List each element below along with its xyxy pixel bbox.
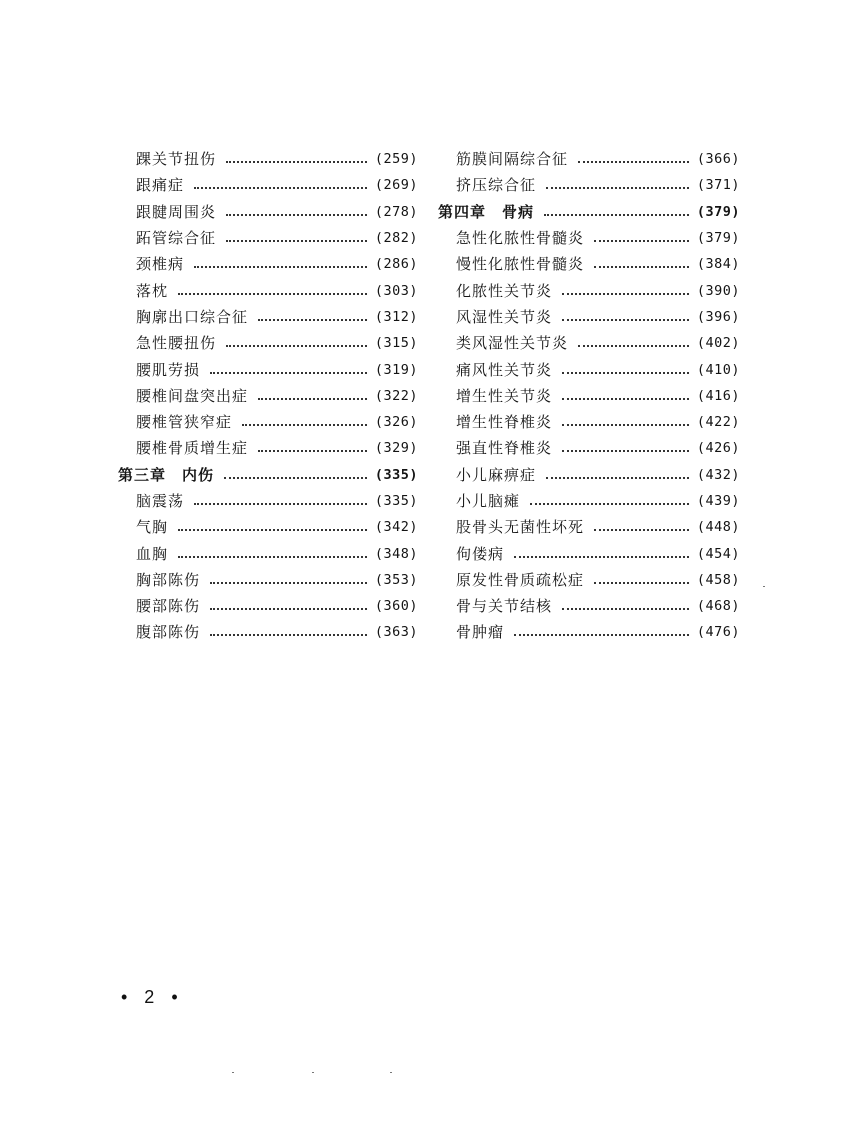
toc-entry xyxy=(118,356,418,382)
toc-page-number: (315) xyxy=(374,335,418,352)
dot-leader xyxy=(578,343,689,347)
dot-leader xyxy=(194,264,367,268)
toc-page-number: (458) xyxy=(696,571,740,588)
dot-leader xyxy=(226,212,367,216)
toc-page-number: (335) xyxy=(374,466,418,483)
toc-entry-title: 慢性化脓性骨髓炎 xyxy=(456,255,585,274)
toc-entry-title: 小儿脑瘫 xyxy=(456,492,521,510)
toc-entry xyxy=(118,540,418,566)
toc-entry-title: 腹部陈伤 xyxy=(136,623,201,642)
dot-leader xyxy=(194,185,367,189)
toc-entry xyxy=(438,172,740,198)
toc-entry xyxy=(438,462,740,488)
toc-page-number: (360) xyxy=(374,598,418,615)
toc-page-number: (259) xyxy=(374,151,418,168)
toc-page-number: (396) xyxy=(696,308,740,325)
dot-leader xyxy=(226,159,367,163)
toc-entry-title: 跟腱周围炎 xyxy=(136,202,217,221)
dot-leader xyxy=(224,475,367,479)
toc-entry xyxy=(438,409,740,435)
dot-leader xyxy=(562,370,689,374)
toc-page-number: (379) xyxy=(696,230,740,247)
toc-entry-title: 佝偻病 xyxy=(456,544,505,563)
toc-entry-title: 跖管综合征 xyxy=(136,229,217,248)
toc-left-column xyxy=(118,146,418,646)
dot-leader xyxy=(210,632,367,636)
toc-page-number: (402) xyxy=(696,335,740,352)
toc-entry xyxy=(118,383,418,409)
dot-leader xyxy=(178,291,367,295)
toc-entry xyxy=(118,225,418,251)
toc-entry-title: 增生性脊椎炎 xyxy=(456,413,553,432)
toc-entry xyxy=(438,619,740,645)
toc-entry xyxy=(438,383,740,409)
dot-leader xyxy=(530,501,689,505)
toc-entry-title: 腰椎骨质增生症 xyxy=(136,439,249,458)
toc-page-number: (282) xyxy=(374,230,418,247)
chapter-label: 第四章 xyxy=(438,202,487,221)
dot-leader xyxy=(594,580,689,584)
dot-leader xyxy=(178,554,367,558)
toc-page-number: (342) xyxy=(374,519,418,536)
toc-page-number: (476) xyxy=(696,624,740,641)
toc-entry xyxy=(438,356,740,382)
dot-leader xyxy=(194,501,367,505)
toc-entry-title: 类风湿性关节炎 xyxy=(456,334,569,353)
toc-entry xyxy=(118,514,418,540)
toc-entry-title: 腰椎管狭窄症 xyxy=(136,413,233,432)
dot-leader xyxy=(258,396,367,400)
toc-entry xyxy=(118,619,418,645)
toc-entry-title: 脑震荡 xyxy=(136,492,185,510)
toc-entry-title: 血胸 xyxy=(136,544,169,563)
dot-leader xyxy=(562,422,689,426)
dot-leader xyxy=(514,554,689,558)
toc-entry-title: 跟痛症 xyxy=(136,176,185,195)
dot-leader xyxy=(594,527,689,531)
toc-entry xyxy=(118,304,418,330)
toc-chapter-heading xyxy=(438,199,740,225)
toc-page-number: (379) xyxy=(696,203,740,220)
toc-entry xyxy=(438,146,740,172)
toc-page-number: (322) xyxy=(374,387,418,404)
toc-entry-title: 踝关节扭伤 xyxy=(136,150,217,169)
dot-leader xyxy=(258,448,367,452)
toc-entry-title: 增生性关节炎 xyxy=(456,386,553,405)
toc-page-number: (454) xyxy=(696,545,740,562)
toc-page-number: (439) xyxy=(696,493,740,509)
toc-page-number: (312) xyxy=(374,308,418,325)
toc-entry xyxy=(118,199,418,225)
toc-entry xyxy=(118,567,418,593)
toc-page-number: (432) xyxy=(696,466,740,483)
toc-entry-title: 化脓性关节炎 xyxy=(456,281,553,300)
page-number: • 2 • xyxy=(121,987,184,1007)
chapter-title: 骨病 xyxy=(502,202,535,221)
toc-entry xyxy=(118,172,418,198)
toc-entry xyxy=(118,251,418,277)
toc-entry-title: 小儿麻痹症 xyxy=(456,465,537,484)
toc-page-number: (269) xyxy=(374,177,418,194)
scan-speck xyxy=(312,1072,314,1073)
toc-entry xyxy=(438,225,740,251)
toc-page-number: (278) xyxy=(374,203,418,220)
toc-entry xyxy=(438,540,740,566)
toc-page-number: (448) xyxy=(696,519,740,536)
dot-leader xyxy=(514,632,689,636)
toc-page-number: (416) xyxy=(696,387,740,404)
toc-entry-title: 骨肿瘤 xyxy=(456,623,505,642)
toc-page-number: (371) xyxy=(696,177,740,194)
dot-leader xyxy=(258,317,367,321)
toc-entry xyxy=(438,514,740,540)
toc-page-number: (286) xyxy=(374,256,418,273)
toc-page-number: (366) xyxy=(696,151,740,168)
toc-chapter-heading xyxy=(118,462,418,488)
toc-entry xyxy=(118,488,418,514)
toc-entry xyxy=(438,567,740,593)
toc-entry-title: 筋膜间隔综合征 xyxy=(456,150,569,169)
dot-leader xyxy=(226,343,367,347)
toc-entry-title: 强直性脊椎炎 xyxy=(456,439,553,458)
toc-page-number: (329) xyxy=(374,440,418,457)
toc-entry-title: 风湿性关节炎 xyxy=(456,307,553,326)
dot-leader xyxy=(544,212,689,216)
toc-entry xyxy=(118,435,418,461)
toc-entry xyxy=(118,330,418,356)
dot-leader xyxy=(562,448,689,452)
toc-entry xyxy=(438,435,740,461)
toc-entry-title: 急性腰扭伤 xyxy=(136,334,217,353)
toc-page-number: (426) xyxy=(696,440,740,457)
toc-page-number: (326) xyxy=(374,414,418,431)
toc-entry-title: 气胸 xyxy=(136,518,169,537)
toc-entry-title: 腰椎间盘突出症 xyxy=(136,386,249,405)
dot-leader xyxy=(546,475,689,479)
toc-page-number: (390) xyxy=(696,282,740,299)
toc-entry-title: 急性化脓性骨髓炎 xyxy=(456,229,585,248)
toc-page-number: (422) xyxy=(696,414,740,431)
toc-entry-title: 原发性骨质疏松症 xyxy=(456,570,585,589)
toc-entry-title: 股骨头无菌性坏死 xyxy=(456,518,585,537)
toc-entry-title: 痛风性关节炎 xyxy=(456,360,553,379)
toc-entry-title: 挤压综合征 xyxy=(456,176,537,195)
dot-leader xyxy=(210,606,367,610)
scan-speck xyxy=(232,1072,234,1073)
toc-entry xyxy=(118,146,418,172)
toc-entry-title: 胸部陈伤 xyxy=(136,570,201,589)
toc-entry-title xyxy=(118,462,214,488)
toc-entry xyxy=(438,277,740,303)
dot-leader xyxy=(562,396,689,400)
toc-page-number: (410) xyxy=(696,361,740,378)
scan-speck xyxy=(763,586,765,587)
toc-entry xyxy=(438,251,740,277)
dot-leader xyxy=(594,264,689,268)
dot-leader xyxy=(210,580,367,584)
toc-entry xyxy=(118,277,418,303)
toc-entry xyxy=(438,330,740,356)
toc-entry-title: 腰部陈伤 xyxy=(136,597,201,616)
toc-page-number: (303) xyxy=(374,282,418,299)
toc-page-number: (353) xyxy=(374,571,418,588)
toc-page-number: (384) xyxy=(696,256,740,273)
toc-entry xyxy=(438,488,740,514)
dot-leader xyxy=(562,317,689,321)
toc-entry-title: 颈椎病 xyxy=(136,255,185,274)
toc-entry-title: 落枕 xyxy=(136,281,169,300)
scan-speck xyxy=(390,1072,392,1073)
toc-entry xyxy=(438,304,740,330)
dot-leader xyxy=(226,238,367,242)
dot-leader xyxy=(546,185,689,189)
dot-leader xyxy=(594,238,689,242)
toc-entry-title xyxy=(438,199,534,225)
chapter-label: 第三章 xyxy=(118,465,167,484)
toc-right-column xyxy=(438,146,740,646)
toc-page-number: (348) xyxy=(374,545,418,562)
toc-page-number: (335) xyxy=(374,493,418,509)
toc-page-number: (468) xyxy=(696,598,740,615)
dot-leader xyxy=(562,606,689,610)
toc-entry-title: 骨与关节结核 xyxy=(456,597,553,616)
dot-leader xyxy=(242,422,367,426)
toc-page-number: (363) xyxy=(374,624,418,641)
dot-leader xyxy=(578,159,689,163)
dot-leader xyxy=(210,370,367,374)
toc-entry-title: 胸廓出口综合征 xyxy=(136,307,249,326)
dot-leader xyxy=(178,527,367,531)
toc-entry xyxy=(118,409,418,435)
toc-entry xyxy=(118,593,418,619)
chapter-title: 内伤 xyxy=(182,465,215,484)
toc-entry xyxy=(438,593,740,619)
toc-page-number: (319) xyxy=(374,361,418,378)
toc-entry-title: 腰肌劳损 xyxy=(136,360,201,379)
dot-leader xyxy=(562,291,689,295)
